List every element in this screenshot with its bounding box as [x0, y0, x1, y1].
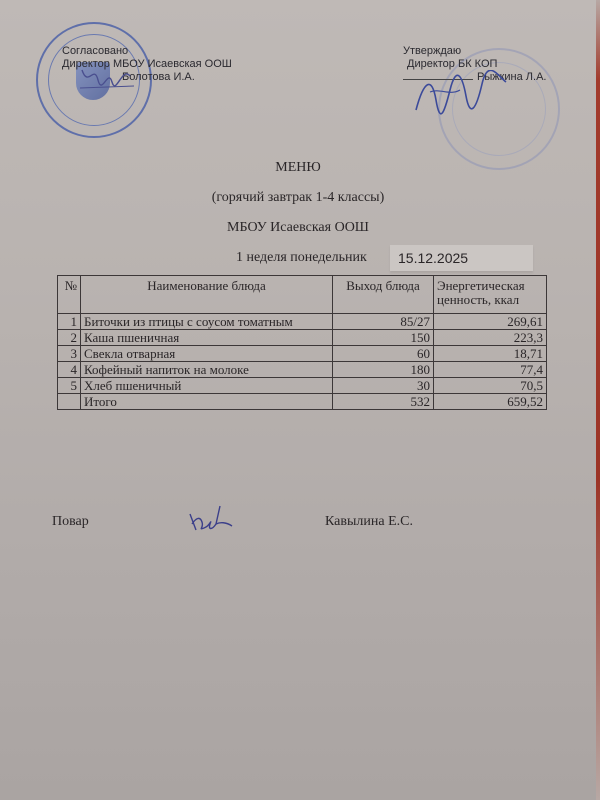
approval-right-person: Рыжкина Л.А. — [477, 71, 547, 83]
row-output: 85/27 — [333, 314, 434, 330]
row-name: Каша пшеничная — [81, 330, 333, 346]
total-energy: 659,52 — [434, 394, 547, 410]
row-energy: 70,5 — [434, 378, 547, 394]
row-output: 60 — [333, 346, 434, 362]
document-title: МЕНЮ — [275, 160, 321, 175]
table-row — [58, 346, 547, 362]
approval-left-position: Директор МБОУ Исаевская ООШ — [62, 58, 232, 70]
row-name: Кофейный напиток на молоке — [81, 362, 333, 378]
table-row — [58, 330, 547, 346]
school-name: МБОУ Исаевская ООШ — [227, 220, 369, 235]
row-num: 1 — [58, 314, 81, 330]
table-row — [58, 314, 547, 330]
signature-right-icon — [410, 70, 510, 120]
row-num: 3 — [58, 346, 81, 362]
document-subtitle: (горячий завтрак 1-4 классы) — [211, 190, 385, 205]
approval-right-label: Утверждаю — [403, 45, 462, 57]
cook-name: Кавылина Е.С. — [325, 514, 413, 529]
row-num: 5 — [58, 378, 81, 394]
signature-left-icon — [78, 58, 138, 98]
table-total-row — [58, 394, 547, 410]
approval-left-person: Болотова И.А. — [122, 71, 195, 83]
cook-role: Повар — [52, 514, 89, 529]
total-label: Итого — [81, 394, 333, 410]
table-row — [58, 362, 547, 378]
background-edge — [596, 0, 600, 800]
table-row — [58, 378, 547, 394]
row-energy: 18,71 — [434, 346, 547, 362]
row-energy: 77,4 — [434, 362, 547, 378]
row-name: Свекла отварная — [81, 346, 333, 362]
signature-cook-icon — [186, 500, 236, 536]
approval-right-position: Директор БК КОП — [407, 58, 498, 70]
header-output: Выход блюда — [333, 276, 434, 314]
week-day: 1 неделя понедельник — [236, 250, 367, 265]
row-energy: 223,3 — [434, 330, 547, 346]
row-output: 180 — [333, 362, 434, 378]
total-num — [58, 394, 81, 410]
header-num: № — [58, 276, 81, 314]
header-energy: Энергетическая ценность, ккал — [434, 276, 547, 314]
row-output: 150 — [333, 330, 434, 346]
row-output: 30 — [333, 378, 434, 394]
header-name: Наименование блюда — [81, 276, 333, 314]
menu-date: 15.12.2025 — [390, 245, 533, 271]
row-num: 2 — [58, 330, 81, 346]
approval-left-label: Согласовано — [62, 45, 129, 57]
menu-table — [57, 275, 547, 410]
row-name: Хлеб пшеничный — [81, 378, 333, 394]
total-output: 532 — [333, 394, 434, 410]
row-name: Биточки из птицы с соусом томатным — [81, 314, 333, 330]
row-num: 4 — [58, 362, 81, 378]
row-energy: 269,61 — [434, 314, 547, 330]
table-header-row — [58, 276, 547, 314]
